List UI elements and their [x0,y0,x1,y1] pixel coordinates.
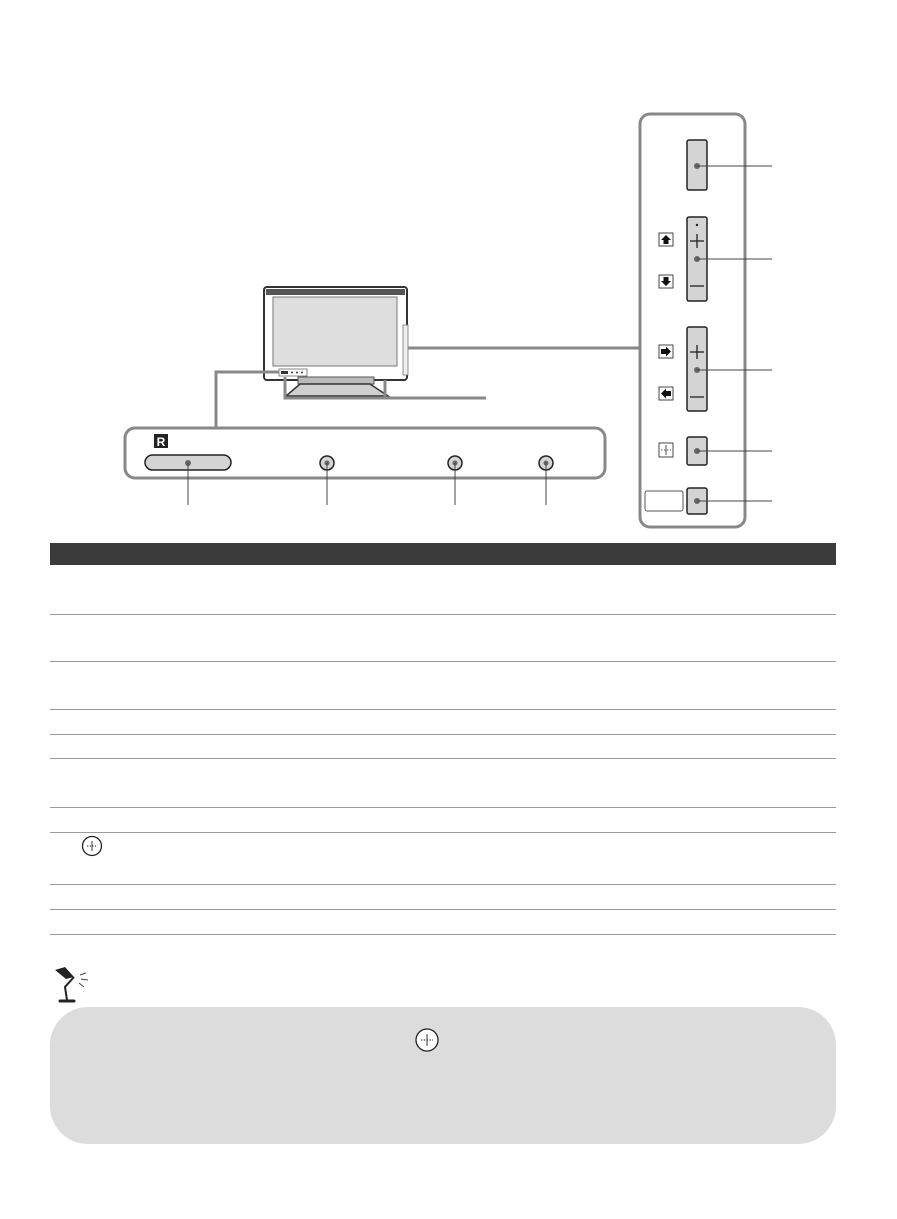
tip-target-circle-icon [414,1027,440,1053]
table-row [50,884,836,910]
table-row [50,614,836,662]
table-row [50,832,836,885]
table-header [50,543,836,565]
desk-lamp-icon [52,965,98,1005]
remote-sensor-icon [154,434,168,449]
table-row [50,709,836,735]
table-row [50,661,836,710]
front-panel [125,428,605,505]
remote-sensor-symbol: R [156,435,166,449]
program-up-arrow-icon [659,233,673,246]
table-row [50,807,836,833]
volume-left-arrow-icon [659,387,673,400]
table-row [50,758,836,808]
program-down-arrow-icon [659,275,673,288]
wide-mode-icon [659,443,673,457]
side-control-panel [640,114,772,527]
tv-controls-diagram [0,0,897,540]
table-row [50,734,836,759]
table-row [50,909,836,935]
tip-box [50,1007,836,1144]
target-circle-icon [81,835,103,857]
volume-right-arrow-icon [659,345,673,358]
input-label-box [645,491,683,511]
table-row [50,565,836,615]
